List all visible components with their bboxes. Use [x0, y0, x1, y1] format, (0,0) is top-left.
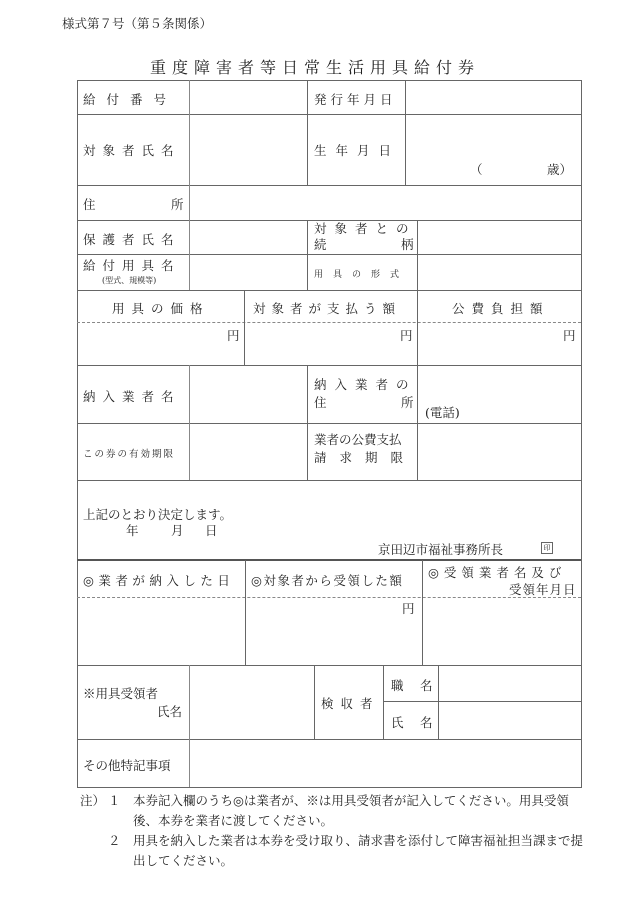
form-number: 様式第７号（第５条関係）: [62, 16, 213, 31]
divider: [77, 290, 581, 291]
divider: [307, 365, 308, 480]
supplier-name-label: 納入業者名: [83, 389, 181, 404]
self-pay-unit: 円: [400, 328, 413, 343]
inspector-name-label-right: 名: [420, 715, 433, 730]
table-border-left: [77, 80, 78, 787]
self-pay-field[interactable]: [245, 323, 417, 365]
kyufu-bango-label: 給付番号: [83, 92, 178, 107]
relationship-label-line1: 対象者との: [314, 221, 417, 236]
remarks-field[interactable]: [190, 740, 581, 787]
inspector-label: 検収者: [321, 696, 380, 711]
table-border-bottom: [77, 787, 581, 788]
receiving-vendor-header-line1: ◎受領業者名及び: [428, 565, 567, 580]
recipient-name-field[interactable]: [190, 666, 314, 739]
received-amount-field[interactable]: [246, 598, 422, 665]
guardian-name-label: 保護者氏名: [83, 232, 181, 247]
relationship-label-line2-left: 続: [314, 237, 327, 252]
receiving-vendor-header-line2: 受領年月日: [509, 582, 577, 597]
kyufu-bango-field[interactable]: [190, 81, 307, 114]
price-field[interactable]: [78, 323, 244, 365]
notes-prefix: 注）: [80, 793, 106, 808]
supplier-name-field[interactable]: [190, 366, 307, 423]
hakko-date-field[interactable]: [406, 81, 581, 114]
address-label-right: 所: [171, 197, 184, 212]
address-field[interactable]: [190, 186, 581, 220]
public-burden-field[interactable]: [418, 323, 581, 365]
note-item: [80, 791, 590, 831]
note-text: 本券記入欄のうち◎は業者が、※は用具受領者が記入してください。用具受領後、本券を業者に渡してください。: [133, 793, 569, 828]
note-number: ２: [108, 833, 121, 848]
validity-field[interactable]: [190, 424, 307, 480]
claim-deadline-label-line2: 請求期限: [314, 450, 417, 465]
supplier-address-label-line2-right: 所: [401, 395, 414, 410]
delivery-date-field[interactable]: [78, 598, 245, 665]
price-header: 用具の価格: [112, 301, 210, 316]
item-type-field[interactable]: [418, 255, 581, 290]
received-amount-header: ◎対象者から受領した額: [251, 573, 404, 588]
remarks-label: その他特記事項: [83, 758, 171, 773]
self-pay-header: 対象者が支払う額: [253, 301, 402, 316]
seal-icon: 印: [541, 542, 553, 554]
address-label-left: 住: [83, 197, 96, 212]
divider: [307, 80, 308, 185]
item-name-sublabel: (型式、規模等): [102, 276, 157, 285]
job-title-label-right: 名: [420, 678, 433, 693]
inspector-title-field[interactable]: [439, 666, 581, 701]
inspector-name-label-left: 氏: [391, 715, 404, 730]
divider: [383, 665, 384, 739]
divider: [307, 220, 308, 290]
note-indent: [80, 831, 108, 871]
supplier-phone-label: (電話): [425, 405, 460, 420]
validity-label: この券の有効期限: [83, 449, 176, 460]
decision-day-label: 日: [205, 523, 218, 538]
notes: [80, 791, 590, 871]
divider-thick: [77, 559, 581, 561]
hakko-date-label: 発行年月日: [314, 92, 397, 107]
supplier-address-label-line1: 納入業者の: [314, 377, 417, 392]
recipient-label-line2: 氏名: [157, 704, 183, 719]
divider: [314, 665, 315, 739]
decision-year-label: 年: [126, 523, 139, 538]
taishosha-name-label: 対象者氏名: [83, 143, 181, 158]
divider: [77, 480, 581, 481]
note-number: １: [108, 793, 121, 808]
public-burden-header: 公費負担額: [452, 301, 550, 316]
claim-deadline-label-line1: 業者の公費支払: [314, 432, 402, 447]
age-open-paren: （: [470, 162, 483, 177]
guardian-name-field[interactable]: [190, 221, 307, 254]
item-name-label: 給付用具名: [83, 258, 181, 273]
job-title-label-left: 職: [391, 678, 404, 693]
public-burden-unit: 円: [563, 328, 576, 343]
recipient-label-line1: ※用具受領者: [83, 686, 159, 701]
inspector-name-field[interactable]: [439, 702, 581, 739]
table-border-right: [581, 80, 582, 788]
supplier-address-label-line2-left: 住: [314, 395, 327, 410]
issuer-name: 京田辺市福祉事務所長: [378, 542, 504, 557]
decision-statement: 上記のとおり決定します。: [83, 507, 233, 522]
page-title: 重度障害者等日常生活用具給付券: [149, 58, 480, 77]
receiving-vendor-field[interactable]: [423, 598, 581, 665]
decision-month-label: 月: [171, 523, 184, 538]
price-unit: 円: [227, 328, 240, 343]
item-name-field[interactable]: [190, 255, 307, 290]
received-amount-unit: 円: [402, 601, 415, 616]
delivery-date-header: ◎業者が納入した日: [83, 573, 235, 588]
age-suffix: 歳）: [547, 162, 573, 177]
relationship-field[interactable]: [418, 221, 581, 254]
taishosha-name-field[interactable]: [190, 115, 307, 185]
item-type-label: 用具の形式: [314, 270, 410, 280]
note-text: 用具を納入した業者は本券を受け取り、請求書を添付して障害福祉担当課まで提出してください。: [133, 833, 584, 868]
claim-deadline-field[interactable]: [418, 424, 581, 480]
voucher-form-table: [77, 80, 581, 787]
note-item: [80, 831, 590, 871]
birth-date-label: 生年月日: [314, 143, 401, 158]
relationship-label-line2-right: 柄: [401, 237, 414, 252]
